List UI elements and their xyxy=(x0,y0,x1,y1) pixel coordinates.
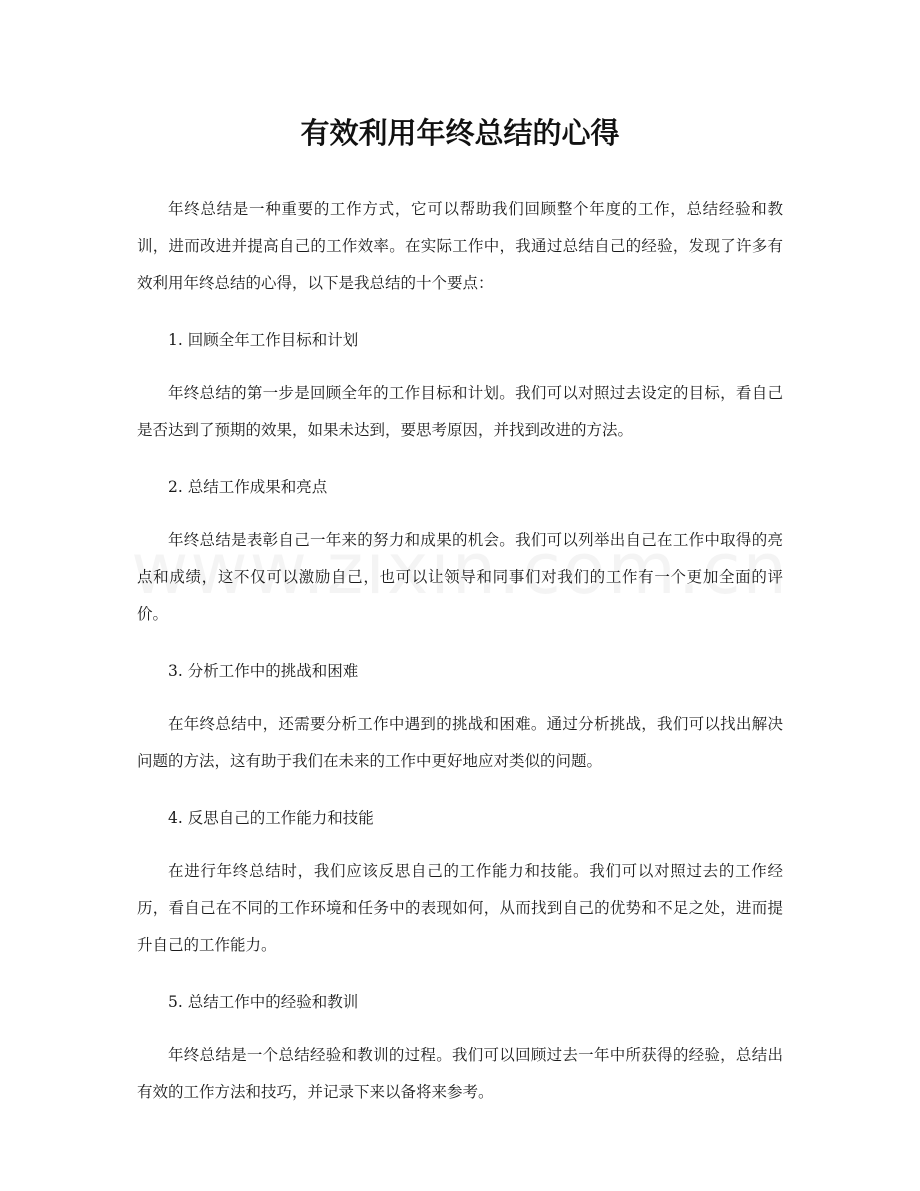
section-heading: 4. 反思自己的工作能力和技能 xyxy=(168,809,374,827)
section-2 xyxy=(137,469,783,633)
section-body: 年终总结的第一步是回顾全年的工作目标和计划。我们可以对照过去设定的目标，看自己是否达到了预期的效果，如果未达到，要思考原因，并找到改进的方法。 xyxy=(137,384,783,439)
section-body: 在进行年终总结时，我们应该反思自己的工作能力和技能。我们可以对照过去的工作经历，看自己在不同的工作环境和任务中的表现如何，从而找到自己的优势和不足之处，进而提升自己的工作能力。 xyxy=(137,862,783,954)
section-body: 年终总结是一个总结经验和教训的过程。我们可以回顾过去一年中所获得的经验，总结出有效的工作方法和技巧，并记录下来以备将来参考。 xyxy=(137,1046,783,1101)
section-heading: 2. 总结工作成果和亮点 xyxy=(168,478,328,496)
section-3 xyxy=(137,653,783,780)
section-1 xyxy=(137,322,783,449)
intro-paragraph: 年终总结是一种重要的工作方式，它可以帮助我们回顾整个年度的工作，总结经验和教训，进而改进并提高自己的工作效率。在实际工作中，我通过总结自己的经验，发现了许多有效利用年终总结的心得，以下是我总结的十个要点： xyxy=(137,200,783,292)
section-heading: 3. 分析工作中的挑战和困难 xyxy=(168,662,359,680)
section-4 xyxy=(137,800,783,964)
section-heading: 1. 回顾全年工作目标和计划 xyxy=(168,331,359,349)
page-title: 有效利用年终总结的心得 xyxy=(300,116,620,150)
section-heading: 5. 总结工作中的经验和教训 xyxy=(168,993,359,1011)
section-body: 在年终总结中，还需要分析工作中遇到的挑战和困难。通过分析挑战，我们可以找出解决问题的方法，这有助于我们在未来的工作中更好地应对类似的问题。 xyxy=(137,715,783,770)
section-5 xyxy=(137,984,783,1111)
section-body: 年终总结是表彰自己一年来的努力和成果的机会。我们可以列举出自己在工作中取得的亮点和成绩，这不仅可以激励自己，也可以让领导和同事们对我们的工作有一个更加全面的评价。 xyxy=(137,531,783,623)
